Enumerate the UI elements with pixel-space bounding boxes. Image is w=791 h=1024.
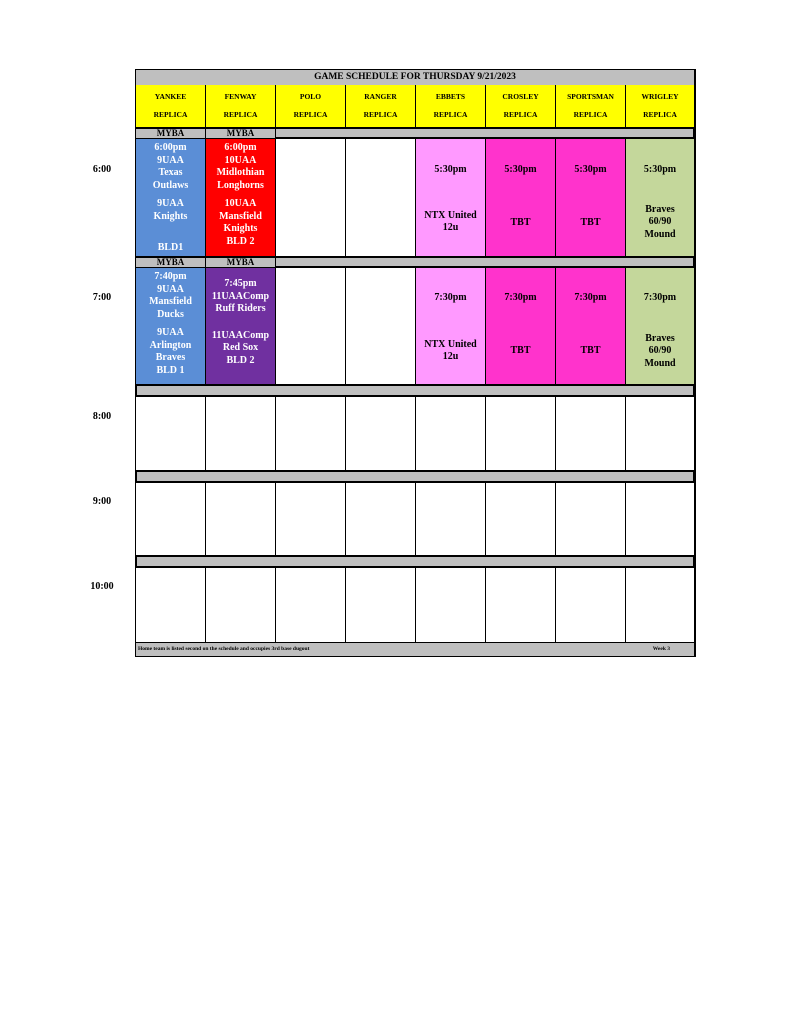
game-cell-empty: [276, 397, 346, 470]
field-header-fenway: FENWAY REPLICA: [206, 85, 276, 127]
game-cell-empty: [416, 397, 486, 470]
field-header-crosley: CROSLEY REPLICA: [486, 85, 556, 127]
game-cell-empty: [626, 483, 694, 555]
game-cell-crosley-7: 7:30pm TBT: [486, 268, 556, 384]
schedule-title: GAME SCHEDULE FOR THURSDAY 9/21/2023: [136, 70, 694, 86]
game-cell-empty: [276, 568, 346, 642]
game-cell-ebbets-7: 7:30pm NTX United 12u: [416, 268, 486, 384]
game-cell-empty: [556, 568, 626, 642]
field-header-yankee: YANKEE REPLICA: [136, 85, 206, 127]
time-label-10: 10:00: [90, 581, 114, 592]
game-cell-fenway-7: 7:45pm 11UAAComp Ruff Riders 11UAAComp Red Sox BLD 2: [206, 268, 276, 384]
game-cell-empty: [206, 568, 276, 642]
time-label-6: 6:00: [92, 164, 112, 175]
game-cell-empty: [626, 568, 694, 642]
game-cell-empty: [136, 483, 206, 555]
game-cell-fenway-6: 6:00pm 10UAA Midlothian Longhorns 10UAA Mansfield Knights BLD 2: [206, 139, 276, 256]
game-cell-sportsman-7: 7:30pm TBT: [556, 268, 626, 384]
game-cell-ranger-7: [346, 268, 416, 384]
game-cell-wrigley-6: 5:30pm Braves 60/90 Mound: [626, 139, 694, 256]
game-cell-yankee-7: 7:40pm 9UAA Mansfield Ducks 9UAA Arlington Braves BLD 1: [136, 268, 206, 384]
game-cell-ranger-6: [346, 139, 416, 256]
game-cell-empty: [486, 397, 556, 470]
game-cell-empty: [416, 568, 486, 642]
league-tag: MYBA: [206, 129, 276, 138]
week-label: Week 3: [652, 646, 670, 652]
field-header-ranger: RANGER REPLICA: [346, 85, 416, 127]
game-cell-empty: [346, 568, 416, 642]
schedule-footer: [136, 642, 694, 656]
game-cell-empty: [556, 483, 626, 555]
time-label-7: 7:00: [92, 292, 112, 303]
game-cell-empty: [486, 568, 556, 642]
game-cell-polo-7: [276, 268, 346, 384]
game-cell-empty: [206, 483, 276, 555]
game-cell-empty: [346, 397, 416, 470]
game-cell-crosley-6: 5:30pm TBT: [486, 139, 556, 256]
game-cell-empty: [346, 483, 416, 555]
field-header-sportsman: SPORTSMAN REPLICA: [556, 85, 626, 127]
separator-bar: [136, 471, 694, 482]
game-cell-empty: [486, 483, 556, 555]
game-cell-wrigley-7: 7:30pm Braves 60/90 Mound: [626, 268, 694, 384]
game-cell-empty: [556, 397, 626, 470]
field-header-ebbets: EBBETS REPLICA: [416, 85, 486, 127]
league-tag: MYBA: [136, 129, 206, 138]
field-header-polo: POLO REPLICA: [276, 85, 346, 127]
game-cell-sportsman-6: 5:30pm TBT: [556, 139, 626, 256]
separator-bar: [136, 556, 694, 567]
game-cell-empty: [276, 483, 346, 555]
game-cell-polo-6: [276, 139, 346, 256]
game-cell-empty: [206, 397, 276, 470]
home-team-note: Home team is listed second on the schedule and occupies 3rd base dugout: [138, 646, 310, 652]
game-cell-empty: [416, 483, 486, 555]
game-cell-ebbets-6: 5:30pm NTX United 12u: [416, 139, 486, 256]
game-cell-empty: [626, 397, 694, 470]
time-label-8: 8:00: [92, 411, 112, 422]
schedule-grid: [135, 69, 696, 657]
game-cell-empty: [136, 568, 206, 642]
separator-bar: [136, 385, 694, 396]
game-cell-yankee-6: 6:00pm 9UAA Texas Outlaws 9UAA Knights BLD1: [136, 139, 206, 256]
time-label-9: 9:00: [92, 496, 112, 507]
field-header-wrigley: WRIGLEY REPLICA: [626, 85, 694, 127]
league-tag: MYBA: [206, 258, 276, 267]
league-tag: MYBA: [136, 258, 206, 267]
game-cell-empty: [136, 397, 206, 470]
